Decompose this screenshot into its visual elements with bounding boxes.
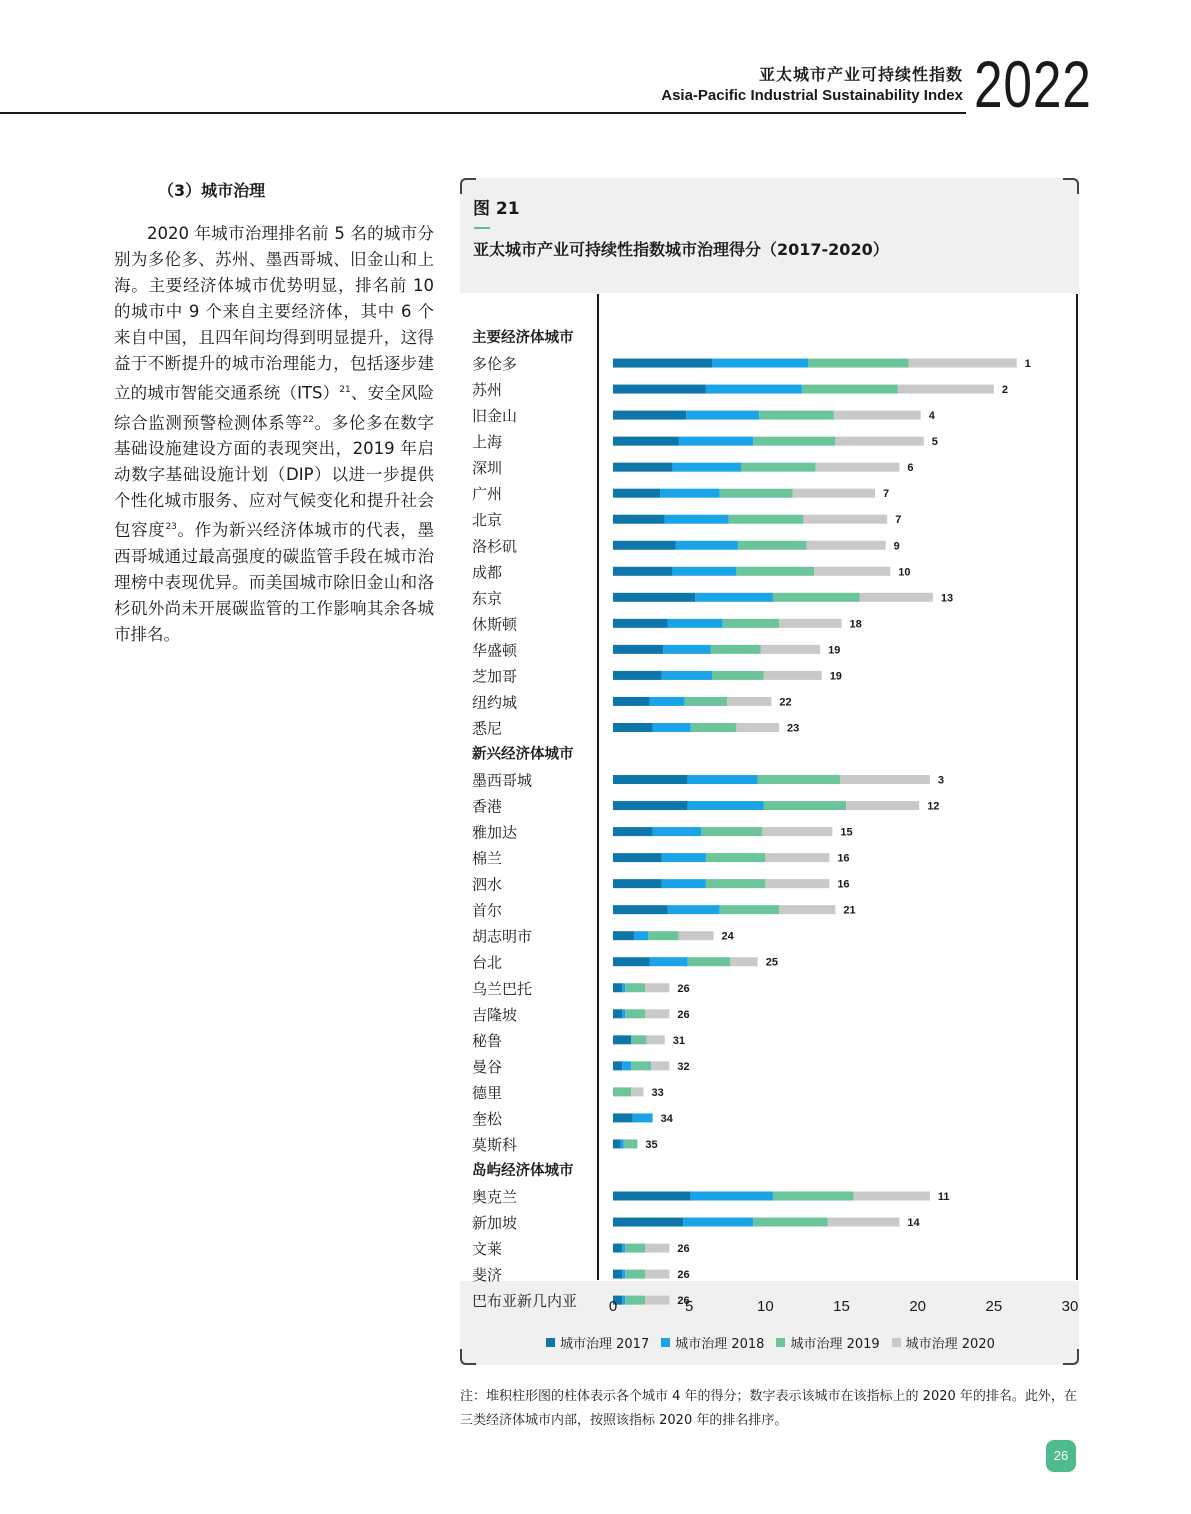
bar-segment-2018 xyxy=(662,879,706,888)
bar-segment-2019 xyxy=(720,905,779,914)
bar-segment-2019 xyxy=(631,1061,651,1070)
bar-segment-2020 xyxy=(762,827,832,836)
bar-segment-2018 xyxy=(650,957,688,966)
bar-segment-2017 xyxy=(613,957,650,966)
rank-label: 2 xyxy=(1001,384,1008,397)
bar-segment-2017 xyxy=(613,879,662,888)
footnote-ref-22: 22 xyxy=(302,414,315,425)
bar-segment-2018 xyxy=(660,489,719,498)
bar-segment-2017 xyxy=(613,1192,691,1201)
bar-segment-2019 xyxy=(688,957,731,966)
bar-segment-2020 xyxy=(828,1218,900,1227)
rank-label: 10 xyxy=(898,566,911,579)
rank-label: 32 xyxy=(677,1060,690,1073)
city-label: 华盛顿 xyxy=(472,641,518,660)
city-label: 秘鲁 xyxy=(472,1031,503,1050)
bar-segment-2018 xyxy=(650,697,685,706)
city-label: 东京 xyxy=(472,589,503,608)
legend-item-2019 xyxy=(776,1333,879,1352)
paragraph-part-c: 。多伦多在数字基础设施建设方面的表现突出，2019 年启动数字基础设施计划（DIP）以进一步提供个性化城市服务、应对气候变化和提升社会包容度 xyxy=(114,413,435,540)
bar-segment-2017 xyxy=(613,515,665,524)
bar-segment-2019 xyxy=(808,359,909,368)
bar-segment-2017 xyxy=(613,1218,683,1227)
bar-segment-2017 xyxy=(613,1009,622,1018)
bar-segment-2018 xyxy=(675,541,737,550)
x-tick-label: 30 xyxy=(1061,1298,1079,1315)
figure-label: 图 21 xyxy=(473,199,520,219)
bar-segment-2017 xyxy=(613,931,634,940)
bar-segment-2020 xyxy=(647,1035,665,1044)
x-tick-label: 5 xyxy=(684,1298,694,1315)
bar-segment-2019 xyxy=(738,541,807,550)
bar-segment-2019 xyxy=(741,463,816,472)
bar-segment-2019 xyxy=(625,1270,645,1279)
rank-label: 16 xyxy=(837,878,850,891)
bar-segment-2020 xyxy=(909,359,1017,368)
bar-segment-2019 xyxy=(624,1139,638,1148)
bar-segment-2020 xyxy=(645,1244,669,1253)
city-label: 悉尼 xyxy=(472,719,503,738)
bar-segment-2020 xyxy=(840,775,930,784)
rank-label: 33 xyxy=(651,1086,664,1099)
bar-segment-2017 xyxy=(613,437,679,446)
bar-segment-2017 xyxy=(613,411,686,420)
bar-segment-2020 xyxy=(793,489,875,498)
bar-segment-2019 xyxy=(710,645,760,654)
bar-segment-2019 xyxy=(625,1244,645,1253)
legend-label-2020: 城市治理 2020 xyxy=(905,1337,995,1352)
legend-swatch-2020 xyxy=(892,1338,901,1347)
x-tick-label: 25 xyxy=(985,1298,1003,1315)
city-label: 莫斯科 xyxy=(472,1135,518,1154)
rank-label: 19 xyxy=(829,670,842,683)
rank-label: 35 xyxy=(645,1138,658,1151)
bar-segment-2020 xyxy=(645,1270,669,1279)
bar-segment-2019 xyxy=(723,619,779,628)
paragraph-part-a: 2020 年城市治理排名前 5 名的城市分别为多伦多、苏州、墨西哥城、旧金山和上海。主要经济体城市优势明显，排名前 10 的城市中 9 个来自主要经济体，其中 6 个来自中国，且四年间均得到明显提升，这得益于不断提升的城市治理能力，包括逐步建立的城市智能交通系统（ITS） xyxy=(114,224,434,403)
bar-segment-2020 xyxy=(764,671,822,680)
bar-segment-2018 xyxy=(622,1244,625,1253)
x-tick-label: 0 xyxy=(608,1298,618,1315)
bar-segment-2020 xyxy=(834,411,921,420)
bar-segment-2018 xyxy=(688,775,758,784)
bar-segment-2019 xyxy=(720,489,793,498)
bar-segment-2017 xyxy=(613,541,675,550)
header-year: 2022 xyxy=(974,47,1092,121)
bar-segment-2020 xyxy=(854,1192,930,1201)
bar-segment-2020 xyxy=(846,801,919,810)
bar-segment-2019 xyxy=(625,983,645,992)
city-label: 纽约城 xyxy=(472,693,518,712)
bar-segment-2020 xyxy=(645,983,669,992)
city-label: 香港 xyxy=(472,797,503,816)
bar-segment-2017 xyxy=(613,463,672,472)
city-label: 上海 xyxy=(472,433,503,452)
legend-item-2017 xyxy=(546,1333,649,1352)
bar-segment-2019 xyxy=(753,1218,828,1227)
group-label: 新兴经济体城市 xyxy=(472,746,574,763)
footnote-ref-21: 21 xyxy=(339,385,351,395)
bar-segment-2017 xyxy=(613,1270,622,1279)
city-label: 乌兰巴托 xyxy=(472,979,533,998)
bar-segment-2019 xyxy=(685,697,728,706)
city-label: 曼谷 xyxy=(472,1057,503,1076)
header-title-cn: 亚太城市产业可持续性指数 xyxy=(758,65,963,84)
bar-segment-2020 xyxy=(898,385,994,394)
header-title-en: Asia-Pacific Industrial Sustainability Index xyxy=(661,87,963,104)
city-label: 深圳 xyxy=(472,459,503,478)
bar-segment-2018 xyxy=(653,827,702,836)
bar-segment-2020 xyxy=(651,1061,669,1070)
bar-segment-2020 xyxy=(727,697,771,706)
city-label: 芝加哥 xyxy=(472,667,518,686)
bar-segment-2017 xyxy=(613,359,712,368)
bar-segment-2019 xyxy=(691,723,737,732)
paragraph-part-d: 。作为新兴经济体城市的代表，墨西哥城通过最高强度的碳监管手段在城市治理榜中表现优异。而美国城市除旧金山和洛杉矶外尚未开展碳监管的工作影响其余各城市排名。 xyxy=(114,520,435,644)
bar-segment-2018 xyxy=(633,1113,653,1122)
x-tick-label: 10 xyxy=(756,1298,774,1315)
bar-segment-2020 xyxy=(835,437,923,446)
bar-segment-2017 xyxy=(613,801,688,810)
bar-segment-2019 xyxy=(648,931,678,940)
bar-segment-2018 xyxy=(662,853,706,862)
bar-segment-2017 xyxy=(613,1139,621,1148)
rank-label: 26 xyxy=(677,1269,690,1282)
city-label: 新加坡 xyxy=(472,1214,518,1233)
rank-label: 16 xyxy=(837,852,850,865)
rank-label: 9 xyxy=(893,540,900,553)
city-label: 文莱 xyxy=(472,1240,503,1259)
legend-swatch-2018 xyxy=(661,1338,670,1347)
bar-segment-2020 xyxy=(736,723,779,732)
rank-label: 26 xyxy=(677,1295,690,1308)
bar-segment-2017 xyxy=(613,567,672,576)
rank-label: 6 xyxy=(907,462,914,475)
city-label: 泗水 xyxy=(472,875,503,894)
rank-label: 12 xyxy=(927,800,940,813)
rank-label: 34 xyxy=(660,1112,673,1125)
bar-segment-2020 xyxy=(816,463,900,472)
bar-segment-2020 xyxy=(779,905,835,914)
bar-segment-2018 xyxy=(672,463,741,472)
rank-label: 26 xyxy=(677,982,690,995)
bar-segment-2020 xyxy=(645,1009,669,1018)
city-label: 北京 xyxy=(472,511,503,530)
bar-segment-2019 xyxy=(729,515,804,524)
city-label: 台北 xyxy=(472,953,503,972)
bar-segment-2019 xyxy=(736,567,814,576)
bar-segment-2018 xyxy=(662,671,712,680)
bar-segment-2018 xyxy=(686,411,759,420)
rank-label: 31 xyxy=(672,1034,686,1047)
bar-segment-2019 xyxy=(753,437,835,446)
city-label: 胡志明市 xyxy=(472,927,533,946)
bar-segment-2017 xyxy=(613,645,663,654)
bar-segment-2017 xyxy=(613,1244,622,1253)
legend-swatch-2019 xyxy=(776,1338,785,1347)
city-label: 旧金山 xyxy=(472,407,518,426)
bar-segment-2017 xyxy=(613,723,653,732)
bar-segment-2018 xyxy=(622,1296,625,1305)
legend-label-2019: 城市治理 2019 xyxy=(790,1337,880,1352)
bar-segment-2019 xyxy=(706,853,765,862)
city-label: 斐济 xyxy=(472,1266,503,1285)
rank-label: 21 xyxy=(843,904,856,917)
rank-label: 23 xyxy=(787,722,800,735)
bar-segment-2020 xyxy=(803,515,887,524)
legend-item-2018 xyxy=(661,1333,764,1352)
bar-segment-2019 xyxy=(712,671,764,680)
bar-segment-2017 xyxy=(613,827,653,836)
figure-title: 亚太城市产业可持续性指数城市治理得分（2017-2020） xyxy=(473,240,889,259)
bar-segment-2018 xyxy=(679,437,754,446)
rank-label: 26 xyxy=(677,1008,690,1021)
bar-segment-2019 xyxy=(773,1192,854,1201)
legend-label-2017: 城市治理 2017 xyxy=(560,1337,650,1352)
bar-segment-2017 xyxy=(613,1113,633,1122)
bar-segment-2017 xyxy=(613,853,662,862)
bar-segment-2018 xyxy=(672,567,736,576)
rank-label: 4 xyxy=(928,410,935,423)
rank-label: 22 xyxy=(779,696,792,709)
section-title: （3）城市治理 xyxy=(158,181,266,200)
bar-segment-2018 xyxy=(712,359,808,368)
figure-note: 注：堆积柱形图的柱体表示各个城市 4 年的得分；数字表示该城市在该指标上的 2020 年的排名。此外，在三类经济体城市内部，按照该指标 2020 年的排名排序。 xyxy=(460,1389,1077,1428)
bar-segment-2020 xyxy=(806,541,885,550)
bar-segment-2020 xyxy=(779,619,841,628)
bar-segment-2018 xyxy=(622,1270,625,1279)
rank-label: 26 xyxy=(677,1243,690,1256)
bar-segment-2017 xyxy=(613,489,660,498)
rank-label: 25 xyxy=(765,956,778,969)
city-label: 首尔 xyxy=(472,901,503,920)
rank-label: 24 xyxy=(721,930,734,943)
bar-segment-2017 xyxy=(613,983,622,992)
page-number: 26 xyxy=(1046,1440,1076,1472)
rank-label: 15 xyxy=(840,826,853,839)
bar-segment-2018 xyxy=(663,645,710,654)
rank-label: 11 xyxy=(937,1191,950,1204)
city-label: 成都 xyxy=(472,563,503,582)
city-label: 奎松 xyxy=(472,1109,503,1128)
rank-label: 13 xyxy=(940,592,954,605)
bar-segment-2019 xyxy=(701,827,762,836)
legend-label-2018: 城市治理 2018 xyxy=(675,1337,765,1352)
city-label: 苏州 xyxy=(472,381,503,400)
bar-segment-2019 xyxy=(625,1296,645,1305)
rank-label: 1 xyxy=(1024,358,1031,371)
bar-segment-2019 xyxy=(631,1035,646,1044)
bar-segment-2018 xyxy=(622,1061,631,1070)
legend-swatch-2017 xyxy=(546,1338,555,1347)
x-tick-label: 15 xyxy=(833,1298,850,1315)
bar-segment-2020 xyxy=(645,1296,669,1305)
rank-label: 19 xyxy=(828,644,841,657)
rank-label: 7 xyxy=(895,514,902,527)
city-label: 墨西哥城 xyxy=(472,771,533,790)
bar-segment-2018 xyxy=(688,801,764,810)
bar-segment-2019 xyxy=(706,879,765,888)
bar-segment-2018 xyxy=(668,619,723,628)
city-label: 广州 xyxy=(472,485,503,504)
city-label: 棉兰 xyxy=(472,849,503,868)
rank-label: 14 xyxy=(907,1217,920,1230)
legend-item-2020 xyxy=(892,1333,995,1352)
rank-label: 5 xyxy=(931,436,938,449)
city-label: 德里 xyxy=(472,1083,503,1102)
rank-label: 18 xyxy=(849,618,862,631)
bar-segment-2018 xyxy=(665,515,729,524)
city-label: 奥克兰 xyxy=(472,1188,518,1207)
bar-segment-2017 xyxy=(613,1061,622,1070)
bar-segment-2020 xyxy=(679,931,714,940)
bar-segment-2019 xyxy=(764,801,846,810)
bar-segment-2020 xyxy=(765,853,829,862)
bar-segment-2017 xyxy=(613,619,668,628)
x-tick-label: 20 xyxy=(909,1298,927,1315)
paragraph-part-b: 、安全风险综合监测预警检测体系等 xyxy=(114,383,435,432)
bar-segment-2019 xyxy=(625,1009,645,1018)
bar-segment-2019 xyxy=(759,411,834,420)
bar-segment-2019 xyxy=(613,1087,631,1096)
chart-legend xyxy=(546,1333,995,1352)
bar-segment-2019 xyxy=(802,385,898,394)
bar-segment-2018 xyxy=(653,723,691,732)
city-label: 吉隆坡 xyxy=(472,1005,518,1024)
city-label: 巴布亚新几内亚 xyxy=(472,1292,578,1311)
bar-segment-2018 xyxy=(695,593,773,602)
bar-segment-2018 xyxy=(691,1192,773,1201)
city-label: 雅加达 xyxy=(472,823,518,842)
bar-segment-2018 xyxy=(622,1009,625,1018)
footnote-ref-23: 23 xyxy=(165,522,177,532)
bar-segment-2020 xyxy=(860,593,933,602)
city-label: 洛杉矶 xyxy=(472,537,518,556)
bar-segment-2020 xyxy=(814,567,890,576)
bar-segment-2019 xyxy=(773,593,860,602)
bar-segment-2017 xyxy=(613,1035,631,1044)
bar-segment-2017 xyxy=(613,671,662,680)
city-label: 休斯顿 xyxy=(472,615,518,634)
bar-segment-2020 xyxy=(761,645,820,654)
bar-segment-2018 xyxy=(683,1218,753,1227)
rank-label: 7 xyxy=(883,488,890,501)
city-label: 多伦多 xyxy=(472,355,518,374)
rank-label: 3 xyxy=(937,774,944,787)
group-label: 主要经济体城市 xyxy=(472,330,574,347)
bar-segment-2017 xyxy=(613,593,695,602)
bar-segment-2017 xyxy=(613,905,668,914)
bar-segment-2019 xyxy=(758,775,840,784)
bar-segment-2017 xyxy=(613,697,650,706)
bar-segment-2020 xyxy=(631,1087,643,1096)
bar-segment-2020 xyxy=(730,957,757,966)
group-label: 岛屿经济体城市 xyxy=(472,1162,574,1179)
bar-segment-2017 xyxy=(613,385,706,394)
bar-segment-2018 xyxy=(668,905,720,914)
bar-segment-2018 xyxy=(621,1139,624,1148)
bar-segment-2018 xyxy=(634,931,648,940)
bar-segment-2018 xyxy=(622,983,625,992)
bar-segment-2020 xyxy=(765,879,829,888)
bar-segment-2018 xyxy=(706,385,802,394)
bar-segment-2017 xyxy=(613,775,688,784)
